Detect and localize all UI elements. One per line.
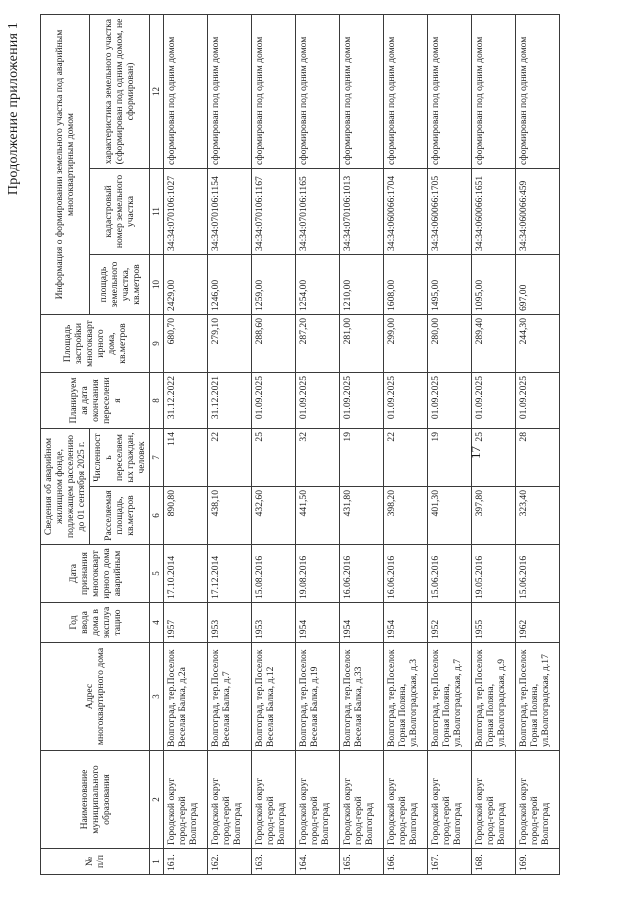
cell-build-area: 281,00 (339, 315, 383, 373)
cell-build-area: 287,20 (295, 315, 339, 373)
column-number: 4 (150, 603, 163, 643)
cell-resettle-area: 401,30 (427, 487, 471, 545)
cell-plan-date: 01.09.2025 (471, 373, 515, 429)
cell-plan-date: 01.09.2025 (251, 373, 295, 429)
cell-year: 1957 (163, 603, 207, 643)
cell-characteristic: сформирован под одним домом (295, 15, 339, 169)
row-number: 167. (427, 849, 471, 875)
cell-resettle-people: 19 (339, 429, 383, 487)
cell-recognition-date: 16.06.2016 (383, 545, 427, 603)
cell-land-area: 1210,00 (339, 255, 383, 315)
cell-resettle-people: 25 (251, 429, 295, 487)
cell-build-area: 680,70 (163, 315, 207, 373)
cell-characteristic: сформирован под одним домом (515, 15, 559, 169)
cell-characteristic: сформирован под одним домом (471, 15, 515, 169)
header-plan-date: Планируемая дата окончания переселения (41, 373, 150, 429)
cell-year: 1953 (207, 603, 251, 643)
cell-cadastral: 34:34:070106:1013 (339, 169, 383, 255)
column-number: 10 (150, 255, 163, 315)
table-row (163, 15, 207, 875)
cell-resettle-people: 22 (207, 429, 251, 487)
cell-resettle-people: 32 (295, 429, 339, 487)
cell-characteristic: сформирован под одним домом (339, 15, 383, 169)
cell-municipality: Городской округ город-герой Волгоград (251, 751, 295, 849)
cell-resettle-people: 19 (427, 429, 471, 487)
cell-build-area: 288,60 (251, 315, 295, 373)
cell-resettle-people: 22 (383, 429, 427, 487)
cell-build-area: 299,00 (383, 315, 427, 373)
header-year: Год ввода дома в эксплуатацию (41, 603, 150, 643)
cell-resettle-area: 397,80 (471, 487, 515, 545)
page-number: 17 (468, 446, 483, 459)
table-row (207, 15, 251, 875)
table-header (41, 15, 164, 875)
header-characteristic: характеристика земельного участка (сформирован под одним домом, не сформирован) (90, 15, 150, 169)
cell-municipality: Городской округ город-герой Волгоград (427, 751, 471, 849)
table-row (339, 15, 383, 875)
header-land-area: площадь земельного участка, кв.метров (90, 255, 150, 315)
cell-characteristic: сформирован под одним домом (251, 15, 295, 169)
cell-year: 1952 (427, 603, 471, 643)
cell-municipality: Городской округ город-герой Волгоград (339, 751, 383, 849)
cell-resettle-area: 398,20 (383, 487, 427, 545)
appendix-title: Продолжение приложения 1 (6, 22, 21, 196)
cell-characteristic: сформирован под одним домом (427, 15, 471, 169)
cell-municipality: Городской округ город-герой Волгоград (163, 751, 207, 849)
cell-plan-date: 01.09.2025 (383, 373, 427, 429)
header-num: № п/п (41, 849, 150, 875)
column-number: 7 (150, 429, 163, 487)
cell-municipality: Городской округ город-герой Волгоград (295, 751, 339, 849)
column-number: 6 (150, 487, 163, 545)
header-recognition-date: Дата признания многоквартирного дома аварийным (41, 545, 150, 603)
table-row (251, 15, 295, 875)
column-number: 1 (150, 849, 163, 875)
column-number: 11 (150, 169, 163, 255)
cell-year: 1953 (251, 603, 295, 643)
cell-build-area: 279,10 (207, 315, 251, 373)
cell-recognition-date: 15.06.2016 (515, 545, 559, 603)
column-number: 8 (150, 373, 163, 429)
cell-land-area: 697,00 (515, 255, 559, 315)
row-number: 168. (471, 849, 515, 875)
cell-plan-date: 31.12.2021 (207, 373, 251, 429)
cell-resettle-area: 441,50 (295, 487, 339, 545)
cell-land-area: 1259,00 (251, 255, 295, 315)
cell-resettle-area: 438,10 (207, 487, 251, 545)
column-number-row (150, 15, 163, 875)
cell-recognition-date: 17.10.2014 (163, 545, 207, 603)
cell-municipality: Городской округ город-герой Волгоград (207, 751, 251, 849)
cell-resettle-people: 25 (471, 429, 515, 487)
cell-build-area: 289,40 (471, 315, 515, 373)
row-number: 161. (163, 849, 207, 875)
cell-cadastral: 34:34:070106:1165 (295, 169, 339, 255)
cell-land-area: 1495,00 (427, 255, 471, 315)
table-row (383, 15, 427, 875)
column-number: 2 (150, 751, 163, 849)
cell-address: Волгоград, тер.Поселок Веселая Балка, д.33 (339, 643, 383, 751)
cell-recognition-date: 17.12.2014 (207, 545, 251, 603)
cell-land-area: 1254,00 (295, 255, 339, 315)
cell-build-area: 244,30 (515, 315, 559, 373)
cell-plan-date: 01.09.2025 (295, 373, 339, 429)
table-row (515, 15, 559, 875)
cell-recognition-date: 15.06.2016 (427, 545, 471, 603)
header-resettle-area: Расселяемая площадь, кв.метров (90, 487, 150, 545)
column-number: 3 (150, 643, 163, 751)
table-row (427, 15, 471, 875)
cell-year: 1955 (471, 603, 515, 643)
column-number: 5 (150, 545, 163, 603)
row-number: 166. (383, 849, 427, 875)
header-cadastral: кадастровый номер земельного участка (90, 169, 150, 255)
cell-resettle-area: 323,40 (515, 487, 559, 545)
cell-cadastral: 34:34:060066:1651 (471, 169, 515, 255)
header-housing-group: Сведения об аварийном жилищном фонде, подлежащем расселению до 01 сентября 2025 г. (41, 429, 90, 545)
cell-resettle-people: 114 (163, 429, 207, 487)
cell-municipality: Городской округ город-герой Волгоград (515, 751, 559, 849)
cell-resettle-area: 431,80 (339, 487, 383, 545)
cell-recognition-date: 16.06.2016 (339, 545, 383, 603)
header-land-group: Информация о формировании земельного участка под аварийным многоквартирным домом (41, 15, 90, 315)
cell-recognition-date: 19.08.2016 (295, 545, 339, 603)
cell-year: 1954 (295, 603, 339, 643)
row-number: 162. (207, 849, 251, 875)
cell-land-area: 1246,00 (207, 255, 251, 315)
table-row (295, 15, 339, 875)
cell-resettle-area: 432,60 (251, 487, 295, 545)
cell-land-area: 2429,00 (163, 255, 207, 315)
cell-cadastral: 34:34:070106:1154 (207, 169, 251, 255)
cell-address: Волгоград, тер.Поселок Веселая Балка, д.2а (163, 643, 207, 751)
cell-address: Волгоград, тер.Поселок Веселая Балка, д.19 (295, 643, 339, 751)
cell-plan-date: 31.12.2022 (163, 373, 207, 429)
column-number: 12 (150, 15, 163, 169)
header-resettle-people: Численность переселяемых граждан, человек (90, 429, 150, 487)
cell-land-area: 1608,00 (383, 255, 427, 315)
cell-address: Волгоград, тер.Поселок Горная Поляна, ул.Волгоградская, д.7 (427, 643, 471, 751)
row-number: 169. (515, 849, 559, 875)
cell-recognition-date: 19.05.2016 (471, 545, 515, 603)
cell-address: Волгоград, тер.Поселок Горная Поляна, ул.Волгоградская, д.9 (471, 643, 515, 751)
cell-cadastral: 34:34:060066:459 (515, 169, 559, 255)
cell-year: 1954 (383, 603, 427, 643)
cell-characteristic: сформирован под одним домом (383, 15, 427, 169)
cell-address: Волгоград, тер.Поселок Горная Поляна, ул.Волгоградская, д.3 (383, 643, 427, 751)
header-address: Адрес многоквартирного дома (41, 643, 150, 751)
cell-year: 1954 (339, 603, 383, 643)
cell-recognition-date: 15.08.2016 (251, 545, 295, 603)
row-number: 163. (251, 849, 295, 875)
header-build-area: Площадь застройки многоквартирного дома, кв.метров (41, 315, 150, 373)
cell-build-area: 280,00 (427, 315, 471, 373)
cell-characteristic: сформирован под одним домом (207, 15, 251, 169)
cell-cadastral: 34:34:070106:1167 (251, 169, 295, 255)
column-number: 9 (150, 315, 163, 373)
row-number: 165. (339, 849, 383, 875)
header-municipality: Наименование муниципального образования (41, 751, 150, 849)
cell-resettle-people: 28 (515, 429, 559, 487)
cell-municipality: Городской округ город-герой Волгоград (383, 751, 427, 849)
cell-plan-date: 01.09.2025 (515, 373, 559, 429)
cell-plan-date: 01.09.2025 (339, 373, 383, 429)
cell-municipality: Городской округ город-герой Волгоград (471, 751, 515, 849)
cell-cadastral: 34:34:060066:1704 (383, 169, 427, 255)
cell-year: 1962 (515, 603, 559, 643)
cell-address: Волгоград, тер.Поселок Веселая Балка, д.7 (207, 643, 251, 751)
cell-cadastral: 34:34:070106:1027 (163, 169, 207, 255)
cell-address: Волгоград, тер.Поселок Горная Поляна, ул.Волгоградская, д.17 (515, 643, 559, 751)
row-number: 164. (295, 849, 339, 875)
cell-resettle-area: 890,80 (163, 487, 207, 545)
cell-cadastral: 34:34:060066:1705 (427, 169, 471, 255)
cell-characteristic: сформирован под одним домом (163, 15, 207, 169)
cell-plan-date: 01.09.2025 (427, 373, 471, 429)
cell-land-area: 1095,00 (471, 255, 515, 315)
cell-address: Волгоград, тер.Поселок Веселая Балка, д.12 (251, 643, 295, 751)
table-body (163, 15, 559, 875)
